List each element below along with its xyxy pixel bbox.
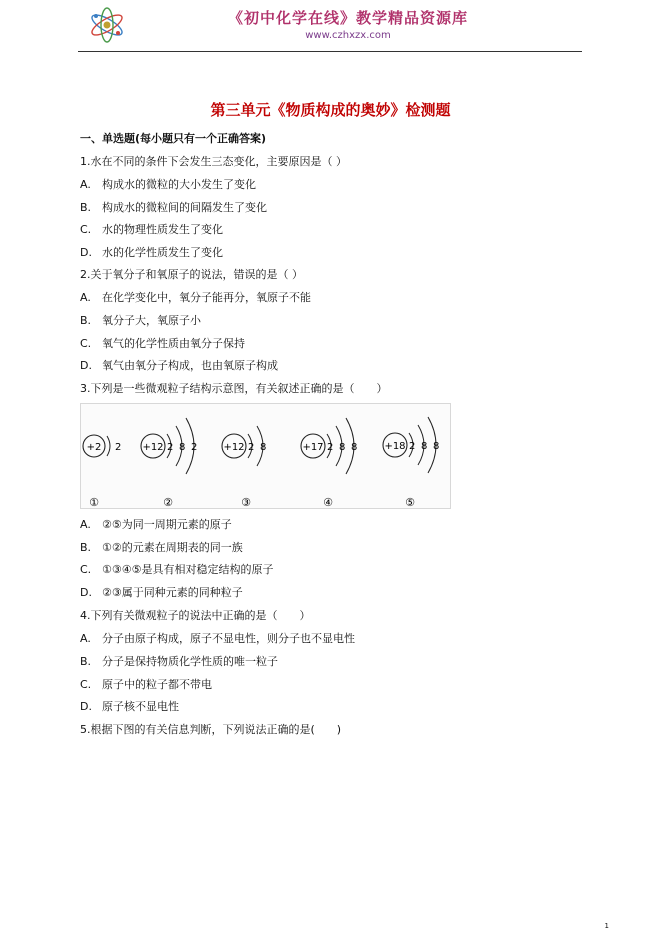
site-url: www.czhxzx.com — [305, 30, 391, 41]
question-2-stem: 2.关于氧分子和氧原子的说法，错误的是（ ） — [80, 268, 303, 281]
header-divider — [78, 51, 582, 52]
atomic-structure-figure — [80, 403, 451, 509]
svg-text:8: 8 — [179, 442, 186, 453]
q4-option-a: A. 分子由原子构成，原子不显电性，则分子也不显电性 — [80, 632, 355, 645]
svg-text:⑤: ⑤ — [405, 496, 415, 509]
svg-text:8: 8 — [421, 441, 428, 452]
svg-text:2: 2 — [191, 442, 198, 453]
q1-option-a: A. 构成水的微粒的大小发生了变化 — [80, 178, 256, 191]
svg-text:2: 2 — [248, 442, 255, 453]
svg-text:+17: +17 — [302, 442, 324, 453]
svg-text:2: 2 — [167, 442, 174, 453]
question-4-stem: 4.下列有关微观粒子的说法中正确的是（ ） — [80, 609, 311, 622]
q2-option-c: C. 氧气的化学性质由氧分子保持 — [80, 337, 245, 350]
q2-option-b: B. 氧分子大，氧原子小 — [80, 314, 201, 327]
q3-option-b: B. ①②的元素在周期表的同一族 — [80, 541, 243, 554]
question-5-stem: 5.根据下图的有关信息判断，下列说法正确的是( ) — [80, 723, 342, 736]
question-1-stem: 1.水在不同的条件下会发生三态变化，主要原因是（ ） — [80, 155, 347, 168]
page-header — [78, 0, 582, 52]
svg-text:+12: +12 — [223, 442, 245, 453]
q1-option-b: B. 构成水的微粒间的间隔发生了变化 — [80, 201, 267, 214]
page-title: 第三单元《物质构成的奥妙》检测题 — [210, 101, 451, 119]
page-number: 1 — [604, 922, 609, 930]
svg-text:2: 2 — [409, 441, 416, 452]
svg-text:8: 8 — [433, 441, 440, 452]
svg-text:2: 2 — [115, 442, 122, 453]
q3-option-a: A. ②⑤为同一周期元素的原子 — [80, 518, 232, 531]
q1-option-d: D. 水的化学性质发生了变化 — [80, 246, 223, 259]
svg-text:③: ③ — [241, 496, 251, 509]
question-3-stem: 3.下列是一些微观粒子结构示意图，有关叙述正确的是（ ） — [80, 382, 388, 395]
svg-text:①: ① — [89, 496, 99, 509]
q3-option-c: C. ①③④⑤是具有相对稳定结构的原子 — [80, 563, 274, 576]
q4-option-c: C. 原子中的粒子都不带电 — [80, 678, 212, 691]
q2-option-a: A. 在化学变化中，氧分子能再分，氧原子不能 — [80, 291, 311, 304]
svg-text:②: ② — [163, 496, 173, 509]
svg-text:+18: +18 — [384, 441, 406, 452]
q4-option-d: D. 原子核不显电性 — [80, 700, 179, 713]
q3-option-d: D. ②③属于同种元素的同种粒子 — [80, 586, 243, 599]
svg-text:8: 8 — [339, 442, 346, 453]
svg-text:8: 8 — [260, 442, 267, 453]
svg-text:2: 2 — [327, 442, 334, 453]
svg-text:+12: +12 — [142, 442, 164, 453]
q1-option-c: C. 水的物理性质发生了变化 — [80, 223, 223, 236]
q2-option-d: D. 氧气由氧分子构成，也由氧原子构成 — [80, 359, 278, 372]
q4-option-b: B. 分子是保持物质化学性质的唯一粒子 — [80, 655, 278, 668]
svg-text:8: 8 — [351, 442, 358, 453]
banner-title: 《初中化学在线》教学精品资源库 — [227, 9, 468, 27]
section-heading: 一、单选题(每小题只有一个正确答案) — [80, 132, 267, 145]
svg-text:+2: +2 — [86, 442, 102, 453]
svg-text:④: ④ — [323, 496, 333, 509]
